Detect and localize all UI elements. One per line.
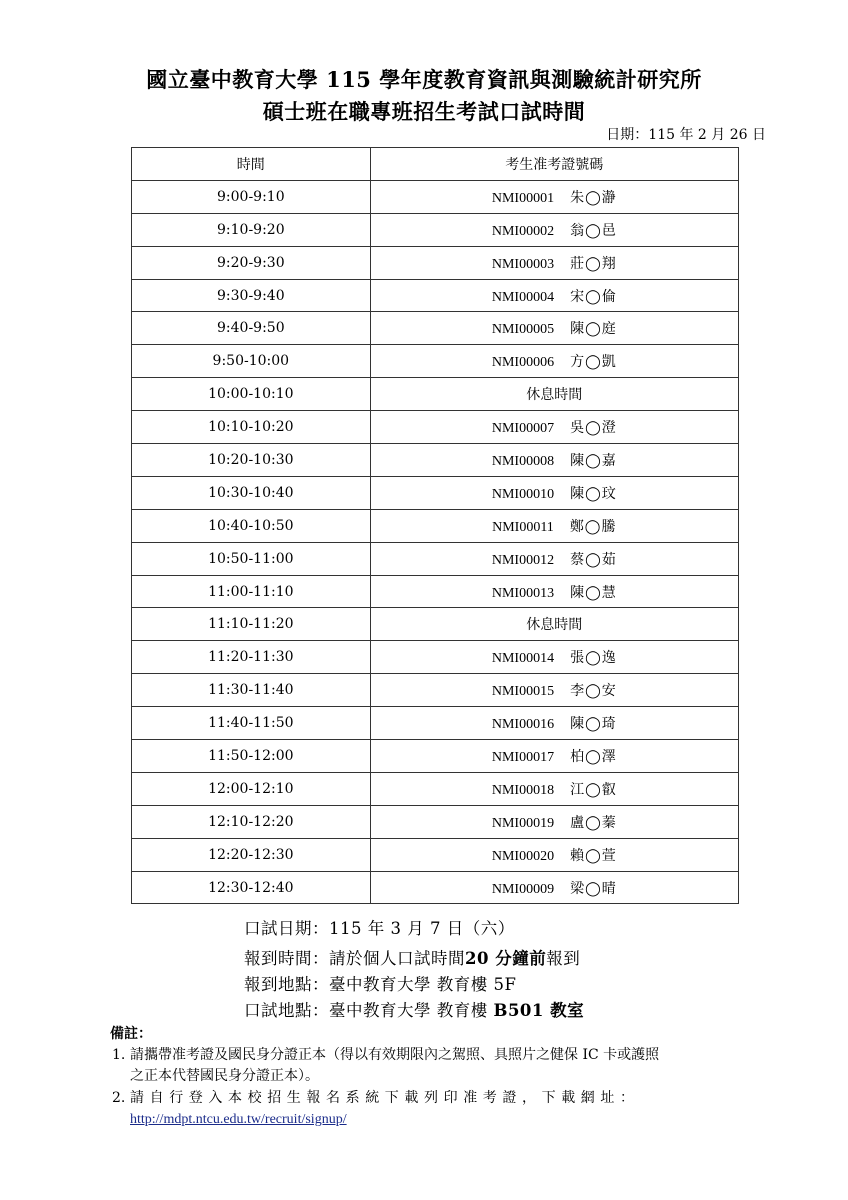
candidate-name: 莊◯翔 (570, 255, 617, 272)
candidate-name: 梁◯晴 (570, 880, 617, 897)
candidate-name: 陳◯琦 (570, 716, 617, 733)
table-row (132, 674, 739, 707)
table-row (132, 805, 739, 838)
table-row (132, 476, 739, 509)
candidate-id: NMI00009 (491, 881, 555, 897)
checkin-time-bold: 20 分鐘前 (465, 949, 547, 968)
candidate-name: 吳◯澄 (570, 420, 617, 437)
candidate-id: NMI00010 (491, 486, 555, 502)
candidate-id: NMI00014 (491, 651, 555, 667)
time-slot: 12:10-12:20 (132, 805, 371, 838)
time-slot: 10:40-10:50 (132, 509, 371, 542)
table-row (132, 246, 739, 279)
candidate-cell (370, 279, 738, 312)
table-body (132, 180, 739, 904)
candidate-cell (370, 674, 738, 707)
candidate-id: NMI00019 (491, 815, 555, 831)
table-row (132, 871, 739, 904)
checkin-time (244, 945, 580, 969)
table-row (132, 279, 739, 312)
table-row (132, 772, 739, 805)
table-row (132, 213, 739, 246)
candidate-id: NMI00001 (491, 190, 555, 206)
break-label: 休息時間 (370, 378, 738, 411)
candidate-cell (370, 312, 738, 345)
time-slot: 9:50-10:00 (132, 345, 371, 378)
table-row (132, 345, 739, 378)
candidate-id: NMI00002 (491, 223, 555, 239)
candidate-id: NMI00008 (491, 453, 555, 469)
checkin-time-tail: 報到 (546, 949, 581, 968)
candidate-cell (370, 575, 738, 608)
break-label: 休息時間 (370, 608, 738, 641)
candidate-name: 宋◯倫 (570, 288, 617, 305)
candidate-id: NMI00006 (491, 355, 555, 371)
candidate-name: 李◯安 (570, 683, 617, 700)
candidate-name: 蔡◯茹 (570, 551, 617, 568)
table-row (132, 542, 739, 575)
candidate-id: NMI00015 (491, 684, 555, 700)
note-2-line-1: 請自行登入本校招生報名系統下載列印准考證，下載網址： (130, 1090, 640, 1106)
candidate-name: 張◯逸 (570, 650, 617, 667)
table-row (132, 180, 739, 213)
candidate-cell (370, 641, 738, 674)
candidate-id: NMI00012 (491, 552, 555, 568)
candidate-name: 翁◯邑 (570, 222, 617, 239)
table-row (132, 838, 739, 871)
schedule-table (131, 147, 739, 904)
table-row-break (132, 608, 739, 641)
note-1-line-1: 請攜帶准考證及國民身分證正本（得以有效期限內之駕照、具照片之健保 IC 卡或護照 (130, 1047, 660, 1063)
table-row (132, 509, 739, 542)
candidate-id: NMI00007 (491, 421, 555, 437)
candidate-id: NMI00020 (491, 848, 555, 864)
exam-place (244, 997, 584, 1021)
title-line-2: 碩士班在職專班招生考試口試時間 (262, 99, 586, 124)
candidate-cell (370, 707, 738, 740)
candidate-name: 鄭◯騰 (569, 518, 617, 535)
candidate-cell (370, 542, 738, 575)
candidate-cell (370, 411, 738, 444)
table-row (132, 411, 739, 444)
checkin-place: 報到地點：臺中教育大學 教育樓 5F (244, 975, 517, 994)
document-date: 日期：115 年 2 月 26 日 (606, 127, 766, 143)
remark-note-2 (112, 1088, 772, 1130)
candidate-name: 陳◯玟 (570, 485, 617, 502)
table-row (132, 575, 739, 608)
col-header-time: 時間 (132, 148, 371, 181)
candidate-id: NMI00003 (491, 256, 555, 272)
candidate-cell (370, 871, 738, 904)
time-slot: 11:40-11:50 (132, 707, 371, 740)
candidate-name: 陳◯嘉 (570, 452, 617, 469)
candidate-name: 方◯凱 (570, 354, 617, 371)
time-slot: 10:50-11:00 (132, 542, 371, 575)
candidate-id: NMI00018 (491, 782, 555, 798)
candidate-cell (370, 838, 738, 871)
candidate-id: NMI00016 (491, 717, 555, 733)
time-slot: 9:30-9:40 (132, 279, 371, 312)
table-row-break (132, 378, 739, 411)
candidate-id: NMI00011 (492, 519, 554, 535)
candidate-id: NMI00005 (491, 322, 555, 338)
candidate-cell (370, 345, 738, 378)
time-slot: 11:20-11:30 (132, 641, 371, 674)
table-row (132, 641, 739, 674)
time-slot: 12:30-12:40 (132, 871, 371, 904)
candidate-id: NMI00004 (491, 289, 555, 305)
candidate-cell (370, 740, 738, 773)
time-slot: 9:00-9:10 (132, 180, 371, 213)
note-1-line-2: 之正本代替國民身分證正本）。 (130, 1068, 319, 1084)
time-slot: 9:20-9:30 (132, 246, 371, 279)
remarks-heading: 備註： (110, 1026, 152, 1042)
candidate-name: 盧◯蓁 (570, 814, 617, 831)
time-slot: 10:20-10:30 (132, 444, 371, 477)
note-2-number: 2. (112, 1090, 126, 1106)
checkin-time-label: 報到時間：請於個人口試時間 (244, 949, 465, 968)
time-slot: 10:00-10:10 (132, 378, 371, 411)
time-slot: 11:00-11:10 (132, 575, 371, 608)
time-slot: 9:40-9:50 (132, 312, 371, 345)
time-slot: 11:50-12:00 (132, 740, 371, 773)
candidate-cell (370, 805, 738, 838)
remark-note-1 (112, 1045, 772, 1087)
candidate-name: 陳◯庭 (570, 321, 617, 338)
table-row (132, 707, 739, 740)
time-slot: 12:20-12:30 (132, 838, 371, 871)
time-slot: 11:10-11:20 (132, 608, 371, 641)
table-header-row (132, 148, 739, 181)
signup-link[interactable]: http://mdpt.ntcu.edu.tw/recruit/signup/ (130, 1112, 347, 1127)
exam-place-label: 口試地點：臺中教育大學 教育樓 (244, 1001, 488, 1020)
title-line-1: 國立臺中教育大學 115 學年度教育資訊與測驗統計研究所 (146, 67, 702, 92)
candidate-name: 陳◯慧 (570, 584, 617, 601)
candidate-cell (370, 246, 738, 279)
time-slot: 11:30-11:40 (132, 674, 371, 707)
candidate-cell (370, 180, 738, 213)
col-header-candidate: 考生准考證號碼 (370, 148, 738, 181)
time-slot: 10:30-10:40 (132, 476, 371, 509)
candidate-name: 江◯叡 (570, 781, 617, 798)
table-row (132, 312, 739, 345)
exam-place-room: B501 教室 (493, 1001, 585, 1020)
candidate-cell (370, 772, 738, 805)
candidate-name: 朱◯瀞 (570, 189, 617, 206)
candidate-id: NMI00013 (491, 585, 555, 601)
table-row (132, 444, 739, 477)
time-slot: 10:10-10:20 (132, 411, 371, 444)
table-row (132, 740, 739, 773)
candidate-cell (370, 444, 738, 477)
candidate-name: 柏◯澤 (570, 748, 617, 765)
candidate-id: NMI00017 (491, 749, 555, 765)
exam-date: 口試日期：115 年 3 月 7 日（六） (244, 919, 515, 938)
time-slot: 12:00-12:10 (132, 772, 371, 805)
candidate-cell (370, 509, 738, 542)
candidate-name: 賴◯萱 (570, 847, 617, 864)
note-1-number: 1. (112, 1047, 126, 1063)
time-slot: 9:10-9:20 (132, 213, 371, 246)
candidate-cell (370, 476, 738, 509)
candidate-cell (370, 213, 738, 246)
